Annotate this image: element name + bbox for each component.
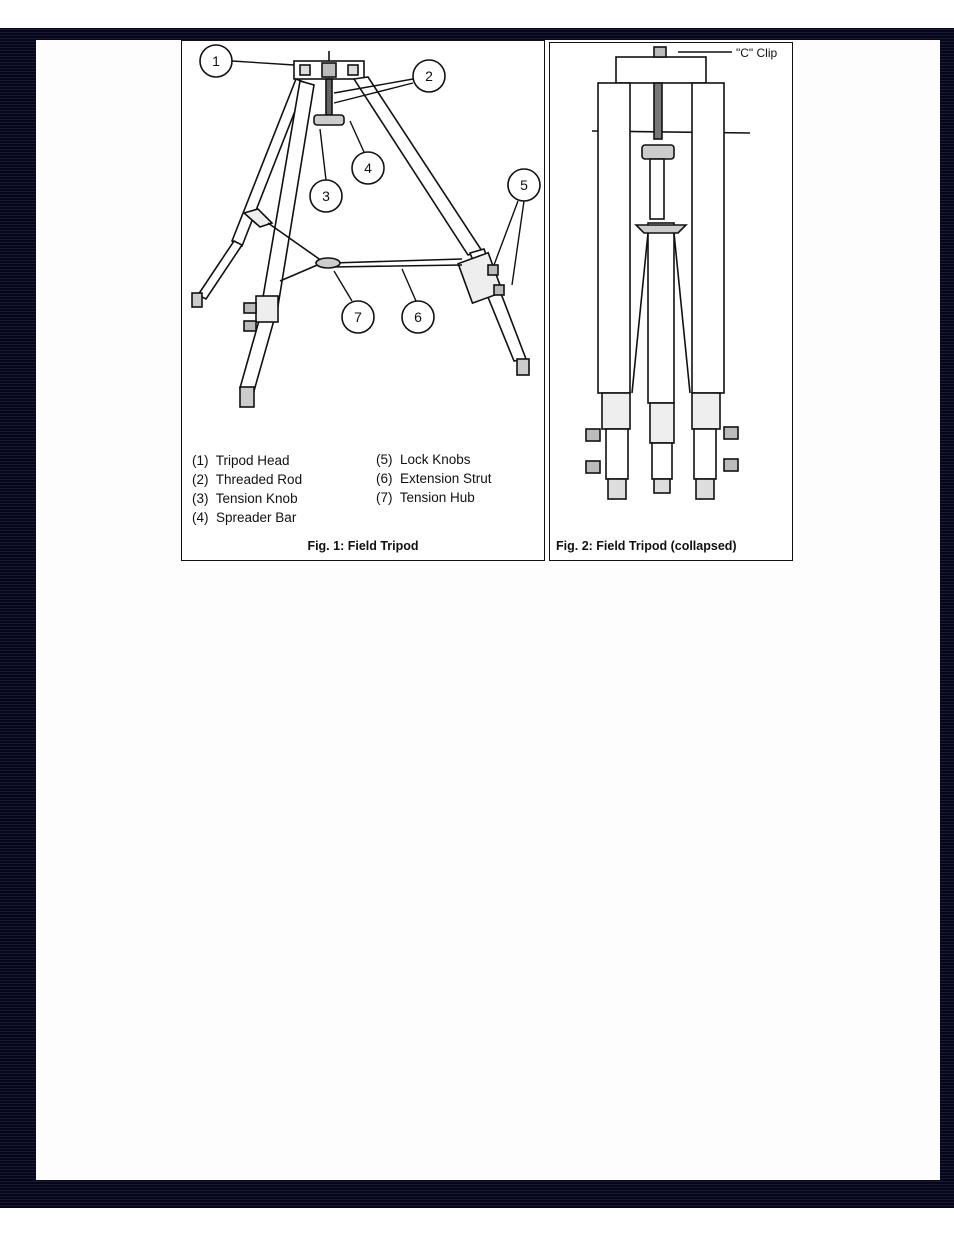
callout-1: 1 xyxy=(212,53,220,69)
c-clip-label: "C" Clip xyxy=(736,46,778,60)
legend-num: (3) xyxy=(192,491,209,506)
tension-knob-shape xyxy=(314,115,344,125)
legend-item-1 xyxy=(192,453,290,468)
legend-item-2 xyxy=(192,472,302,487)
legend-num: (7) xyxy=(376,490,393,505)
legend-label: Tension Hub xyxy=(399,490,475,505)
figure-caption: Fig. 2: Field Tripod (collapsed) xyxy=(556,539,737,553)
legend-num: (2) xyxy=(192,472,209,487)
legend-num: (5) xyxy=(376,452,393,467)
legend-num: (6) xyxy=(376,471,393,486)
callout-3: 3 xyxy=(322,188,330,204)
callout-2: 2 xyxy=(425,68,433,84)
legend-item-3 xyxy=(192,491,298,506)
legend-num: (1) xyxy=(192,453,209,468)
legend-num: (4) xyxy=(192,510,209,525)
callout-6: 6 xyxy=(414,309,422,325)
legend-item-7 xyxy=(376,490,475,505)
figure-field-tripod xyxy=(181,40,545,561)
callout-4: 4 xyxy=(364,160,372,176)
collapsed-tripod-illustration xyxy=(550,43,791,559)
figure-caption: Fig. 1: Field Tripod xyxy=(307,539,419,553)
legend-label: Spreader Bar xyxy=(216,510,297,525)
legend-label: Tripod Head xyxy=(215,453,290,468)
legend-item-6 xyxy=(376,471,492,486)
legend-label: Threaded Rod xyxy=(215,472,303,487)
legend-label: Tension Knob xyxy=(215,491,298,506)
figure-field-tripod-collapsed xyxy=(549,42,793,561)
threaded-rod-shape xyxy=(326,79,332,115)
legend-label: Lock Knobs xyxy=(400,452,471,467)
legend-label: Extension Strut xyxy=(400,471,492,486)
callout-5: 5 xyxy=(520,177,528,193)
tension-hub-shape xyxy=(316,258,340,268)
legend-item-4 xyxy=(192,510,296,525)
legend-item-5 xyxy=(376,452,471,467)
callout-7: 7 xyxy=(354,309,362,325)
